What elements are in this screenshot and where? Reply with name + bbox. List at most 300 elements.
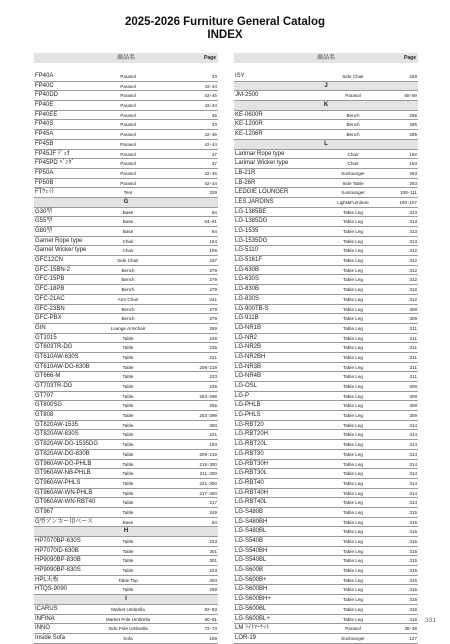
product-name: LG-RBT20H	[235, 431, 269, 438]
page-ref: 211･300	[199, 471, 217, 477]
product-category: Market Umbrella	[111, 606, 145, 612]
product-category: Table Leg	[343, 248, 363, 254]
page-ref: 72･73	[204, 626, 217, 632]
index-entry	[234, 91, 418, 101]
product-category: Base	[122, 209, 134, 215]
product-name: GT967	[35, 508, 54, 515]
product-category: Table	[122, 335, 134, 341]
product-name: GT800SG	[35, 402, 63, 409]
page-ref: 311	[409, 335, 417, 341]
product-name: LG-S600B	[235, 567, 264, 574]
product-category: Bench	[121, 287, 135, 293]
product-category: Table Leg	[343, 568, 363, 574]
page-ref: 43	[211, 122, 217, 128]
product-category: Base	[122, 229, 134, 234]
page-ref: 313	[409, 238, 417, 244]
product-name: LG-1535DG	[235, 237, 268, 244]
index-entry	[34, 469, 218, 479]
product-category: Table Leg	[343, 422, 363, 428]
page-ref: 312	[409, 287, 417, 293]
page-ref: 43･44	[204, 103, 217, 109]
product-name: FP40S	[35, 121, 54, 128]
index-entry	[34, 460, 218, 470]
page-ref: 279	[209, 306, 217, 312]
product-category: Table Leg	[343, 209, 363, 215]
page-ref: 313	[409, 219, 417, 225]
page-ref: 263	[409, 180, 417, 186]
product-category: Chair	[122, 238, 134, 244]
product-name: FP40DD	[35, 92, 59, 99]
index-entry	[234, 479, 418, 489]
product-name: LG-RBT40H	[235, 489, 269, 496]
index-entry	[34, 111, 218, 121]
product-category: Table Leg	[343, 384, 363, 389]
product-name: HP7070BP-630S	[35, 538, 81, 544]
index-entry	[234, 324, 418, 334]
index-entry	[234, 130, 418, 140]
header-product-name: 商品名	[316, 55, 335, 61]
product-category: Sunlounger	[341, 635, 365, 641]
page-ref: 315	[409, 577, 417, 583]
section-letter: K	[323, 102, 329, 109]
product-name: LG-S600B+	[235, 576, 267, 583]
index-entry	[34, 411, 218, 421]
index-entry	[234, 537, 418, 547]
index-column-right	[234, 53, 418, 644]
header-page: Page	[204, 55, 216, 61]
page-ref: 219･300	[199, 461, 217, 467]
index-entry	[34, 498, 218, 508]
index-entry	[234, 217, 418, 227]
page-ref: 221･300	[199, 480, 217, 486]
index-entry	[234, 266, 418, 276]
index-entry	[234, 314, 418, 324]
index-entry	[34, 421, 218, 431]
index-entry	[34, 101, 218, 111]
product-name: LG-RBT40	[235, 479, 264, 486]
product-category: Table Leg	[343, 277, 363, 283]
product-name: KE-1206R	[235, 131, 263, 138]
page-ref: 299	[209, 587, 217, 593]
product-category: Parasol	[120, 122, 136, 128]
product-category: Table	[122, 471, 134, 477]
product-category: Table Leg	[343, 364, 363, 370]
page-ref: 314	[409, 490, 417, 496]
index-entry	[234, 440, 418, 450]
product-category: Table	[122, 432, 134, 438]
index-entry	[34, 576, 218, 586]
product-name: LG-S540BL	[235, 557, 267, 564]
index-entry	[234, 227, 418, 237]
product-name: GT820AW-DG-830B	[35, 450, 90, 457]
page-ref: 249	[209, 335, 217, 341]
product-category: Table	[122, 364, 134, 370]
section-letter-row	[34, 595, 218, 605]
product-name: FP45PD ﾊﾞﾝﾀﾞ	[35, 160, 75, 167]
product-category: Parasol	[120, 141, 136, 147]
index-entry	[234, 421, 418, 431]
page-ref: 312	[409, 248, 417, 254]
product-name: LG-630S	[235, 276, 260, 283]
product-category: Table Leg	[343, 219, 363, 225]
product-name: GT1015	[35, 334, 57, 341]
catalog-title: 2025-2026 Furniture General Catalog	[124, 16, 326, 28]
index-entry	[234, 430, 418, 440]
product-category: Parasol	[120, 170, 136, 176]
page-ref: 279	[209, 287, 217, 293]
index-entry	[34, 450, 218, 460]
product-name: INFINA	[35, 615, 55, 622]
product-category: Side Chair	[342, 74, 364, 79]
page-ref: 233	[209, 374, 217, 380]
index-entry	[234, 566, 418, 576]
page-ref: 255	[209, 403, 217, 409]
page-ref: 235	[209, 384, 217, 389]
index-entry	[234, 169, 418, 179]
page-ref: 235	[209, 345, 217, 351]
page-ref: 43･45	[204, 93, 217, 99]
product-name: FP45B	[35, 140, 54, 147]
index-entry	[34, 392, 218, 402]
page-ref: 209･219	[199, 364, 217, 370]
page-ref: 221	[209, 354, 217, 360]
product-name: GT610AW-DG-630B	[35, 363, 90, 370]
column-header	[34, 53, 218, 63]
product-category: Table Leg	[343, 548, 363, 554]
product-category: Base	[122, 519, 134, 525]
product-name: GIN	[35, 324, 46, 331]
product-name: LG-S600BH	[235, 586, 268, 593]
index-entry	[234, 615, 418, 625]
product-name: LG-630B	[235, 266, 260, 273]
index-entry	[234, 150, 418, 160]
index-entry	[34, 275, 218, 285]
page-ref: 221	[209, 432, 217, 438]
product-category: Table	[122, 422, 134, 428]
product-name: LG-PHLS	[235, 412, 261, 419]
product-category: Table	[122, 354, 134, 360]
page-ref: 263	[409, 170, 417, 176]
index-entry	[34, 343, 218, 353]
index-entry	[234, 72, 418, 82]
index-column-left	[34, 53, 218, 644]
section-letter-row	[234, 82, 418, 92]
index-entry	[34, 334, 218, 344]
product-name: G80型	[35, 228, 53, 234]
product-category: Base	[122, 219, 134, 225]
product-category: Bench	[121, 306, 135, 312]
product-category: Chair	[347, 161, 359, 167]
product-name: LG-5161F	[235, 257, 263, 264]
product-name: GT960AW-WN-PHLB	[35, 489, 93, 496]
index-entry	[34, 217, 218, 227]
product-category: Table	[122, 461, 134, 467]
page-ref: 279	[209, 277, 217, 283]
page-ref: 64･81	[204, 219, 217, 225]
page-ref: 309	[409, 393, 417, 399]
index-entry	[34, 130, 218, 140]
product-name: KE-0600R	[235, 111, 263, 118]
product-name: Larimar Wicker type	[235, 160, 289, 167]
product-name: LG-P	[235, 392, 250, 399]
product-category: Table Leg	[343, 461, 363, 467]
index-entry	[234, 353, 418, 363]
product-name: LG-5110	[235, 247, 258, 254]
page-ref: 312	[409, 296, 417, 302]
product-category: Table	[122, 384, 134, 389]
index-entry	[234, 585, 418, 595]
page-ref: 315	[409, 519, 417, 525]
header-product-name: 商品名	[116, 55, 135, 61]
page-ref: 300	[209, 422, 217, 428]
product-name: HTQS-9090	[35, 586, 68, 593]
section-letter: I	[125, 596, 127, 603]
product-name: FP50B	[35, 179, 54, 186]
product-category: Table	[122, 548, 134, 554]
product-name: GT707	[35, 392, 54, 399]
product-name: KE-1200R	[235, 121, 263, 128]
index-entry	[34, 508, 218, 518]
page-ref: 43	[211, 74, 217, 79]
page-ref: 47	[211, 161, 217, 167]
index-entry	[234, 179, 418, 189]
index-entry	[34, 305, 218, 315]
product-category: Parasol	[120, 74, 136, 79]
page-ref: 217	[209, 500, 217, 506]
product-category: Bench	[346, 112, 360, 118]
product-category: Table	[122, 480, 134, 486]
product-name: LG-1385DG	[235, 218, 268, 225]
product-category: Table Leg	[343, 442, 363, 448]
index-entry	[234, 401, 418, 411]
section-letter: G	[123, 198, 129, 205]
page-ref: 311	[409, 364, 417, 370]
index-entry	[234, 188, 418, 198]
index-entry	[34, 285, 218, 295]
page-ref: 314	[409, 500, 417, 506]
page-ref: 315	[409, 568, 417, 574]
product-name: GFC-15BN-2	[35, 266, 71, 273]
product-name: LG-RBT30H	[235, 460, 269, 467]
product-category: Table Leg	[343, 471, 363, 477]
page-ref: 38･39	[404, 626, 417, 632]
index-entry	[34, 547, 218, 557]
index-entry	[234, 547, 418, 557]
page-ref: 315	[409, 558, 417, 564]
page-ref: 42･45	[204, 132, 217, 138]
product-name: FP45JF ﾃﾞｭｵ	[35, 150, 70, 157]
index-entry	[234, 198, 418, 208]
product-category: Table	[122, 374, 134, 380]
page-ref: 108･111	[400, 190, 417, 196]
product-category: Table Leg	[343, 335, 363, 341]
product-name: LG-NR4B	[235, 373, 262, 380]
index-entry	[34, 518, 218, 528]
index-entry	[234, 624, 418, 634]
column-header	[234, 53, 418, 63]
page-ref: 309	[409, 316, 417, 322]
index-entry	[34, 634, 218, 644]
index-rows-right	[234, 72, 418, 644]
index-entry	[34, 82, 218, 92]
product-category: Table Leg	[343, 316, 363, 322]
page-ref: 315	[409, 509, 417, 515]
product-name: Inside Sofa	[35, 634, 66, 641]
product-name: Larimar Rope type	[235, 150, 285, 157]
product-category: Parasol	[120, 112, 136, 118]
page-ref: 193	[209, 442, 217, 448]
index-entry	[34, 363, 218, 373]
product-name: LG-NR2	[235, 334, 258, 341]
page-ref: 312	[409, 258, 417, 264]
product-name: GT820AW-1535	[35, 421, 79, 428]
product-category: Light&Furniture	[337, 199, 369, 205]
page-ref: 311	[409, 345, 417, 351]
product-name: GT960AW-DG-PHLB	[35, 460, 92, 467]
product-category: Sofa	[123, 635, 133, 641]
product-category: Bench	[121, 267, 135, 273]
header-page: Page	[404, 55, 416, 61]
index-rows-left	[34, 72, 218, 644]
index-entry	[34, 401, 218, 411]
page-ref: 311	[409, 374, 417, 380]
page-ref: 315	[409, 529, 417, 535]
page-ref: 249	[209, 509, 217, 515]
page-ref: 301	[209, 558, 217, 564]
product-name: LB-21R	[235, 169, 256, 176]
product-name: GT820AW-830S	[35, 431, 79, 438]
section-letter: H	[123, 528, 129, 535]
product-name: LG-1535	[235, 228, 259, 234]
index-entry	[234, 527, 418, 537]
product-category: Table Leg	[343, 558, 363, 564]
product-name: G型アンカー用ベース	[35, 518, 94, 525]
product-name: LG-S540BH	[235, 547, 268, 554]
page-number: 331	[425, 617, 436, 624]
product-category: Market Pole Umbrella	[105, 616, 151, 622]
index-entry	[234, 460, 418, 470]
index-entry	[234, 595, 418, 605]
product-name: LG-NR2B	[235, 344, 262, 351]
product-category: Sunlounger	[341, 190, 365, 196]
product-category: Tent	[123, 190, 133, 196]
product-category: Parasol	[120, 93, 136, 99]
product-category: Table Leg	[343, 238, 363, 244]
page-ref: 192	[409, 151, 417, 157]
index-entry	[234, 634, 418, 644]
index-entry	[234, 334, 418, 344]
product-name: HP7070ID-630B	[35, 547, 79, 554]
product-category: Parasol	[120, 83, 136, 89]
index-entry	[234, 305, 418, 315]
page-ref: 45	[211, 112, 217, 118]
page-ref: 217･300	[199, 490, 217, 496]
index-entry	[234, 343, 418, 353]
page-ref: 308	[409, 384, 417, 389]
product-category: Parasol	[120, 180, 136, 186]
product-category: Table Leg	[343, 287, 363, 293]
page-ref: 315	[409, 587, 417, 593]
product-name: GT960AW-WN-RBT40	[35, 499, 96, 506]
product-name: LG-RBT30	[235, 450, 264, 457]
product-category: Table Leg	[343, 296, 363, 302]
index-entry	[234, 256, 418, 266]
index-entry	[234, 508, 418, 518]
product-name: LOR-19	[235, 634, 257, 641]
page-ref: 315	[409, 616, 417, 622]
page-ref: 195	[209, 248, 217, 254]
product-category: Table Leg	[343, 480, 363, 486]
product-category: Table Leg	[343, 403, 363, 409]
product-name: GT703TR-DG	[35, 383, 73, 389]
product-category: Table	[122, 451, 134, 457]
product-name: LG-1385BE	[235, 208, 267, 215]
product-category: Table Leg	[343, 509, 363, 515]
page-ref: 42･44	[204, 141, 217, 147]
product-category: Table	[122, 393, 134, 399]
product-category: Table Leg	[343, 529, 363, 535]
page-ref: 315	[409, 548, 417, 554]
index-entry	[34, 237, 218, 247]
page-ref: 169	[209, 635, 217, 641]
index-entry	[34, 159, 218, 169]
product-category: Table Leg	[343, 258, 363, 264]
page-ref: 309	[409, 403, 417, 409]
page-ref: 43･44	[204, 83, 217, 89]
product-category: Parasol	[120, 132, 136, 138]
index-entry	[34, 324, 218, 334]
product-name: LG-OSL	[235, 383, 258, 389]
index-entry	[34, 179, 218, 189]
index-entry	[34, 556, 218, 566]
product-category: Table Leg	[343, 597, 363, 603]
product-category: Table Leg	[343, 577, 363, 583]
index-entry	[34, 120, 218, 130]
page-ref: 64	[211, 519, 217, 525]
index-entry	[234, 275, 418, 285]
product-name: GFC-18PB	[35, 286, 65, 293]
product-name: FP40C	[35, 82, 54, 89]
product-category: Table Leg	[343, 500, 363, 506]
product-category: Lounge Armchair	[110, 325, 146, 331]
index-entry	[34, 615, 218, 625]
index-entry	[34, 489, 218, 499]
product-category: Table Leg	[343, 354, 363, 360]
index-entry	[34, 479, 218, 489]
index-entry	[34, 188, 218, 198]
index-entry	[34, 169, 218, 179]
index-entry	[34, 256, 218, 266]
index-entry	[34, 314, 218, 324]
page-ref: 329	[209, 190, 217, 196]
product-category: Side Chair	[117, 258, 139, 264]
product-name: GT603TR-DG	[35, 344, 73, 351]
product-name: G30型	[35, 208, 53, 215]
product-name: LG-830S	[235, 295, 260, 302]
product-name: LG-S600BL	[235, 605, 267, 612]
product-name: GT960AW-NB-PHLB	[35, 470, 91, 477]
index-entry	[234, 208, 418, 218]
index-entry	[34, 537, 218, 547]
section-letter: J	[324, 82, 328, 89]
index-entry	[34, 208, 218, 218]
page-ref: 309	[409, 306, 417, 312]
product-name: HP9090BP-830B	[35, 557, 81, 564]
page-ref: 82･83	[204, 606, 217, 612]
product-name: ISY	[235, 73, 245, 79]
index-entry	[234, 469, 418, 479]
product-name: GFC-PBX	[35, 315, 62, 322]
